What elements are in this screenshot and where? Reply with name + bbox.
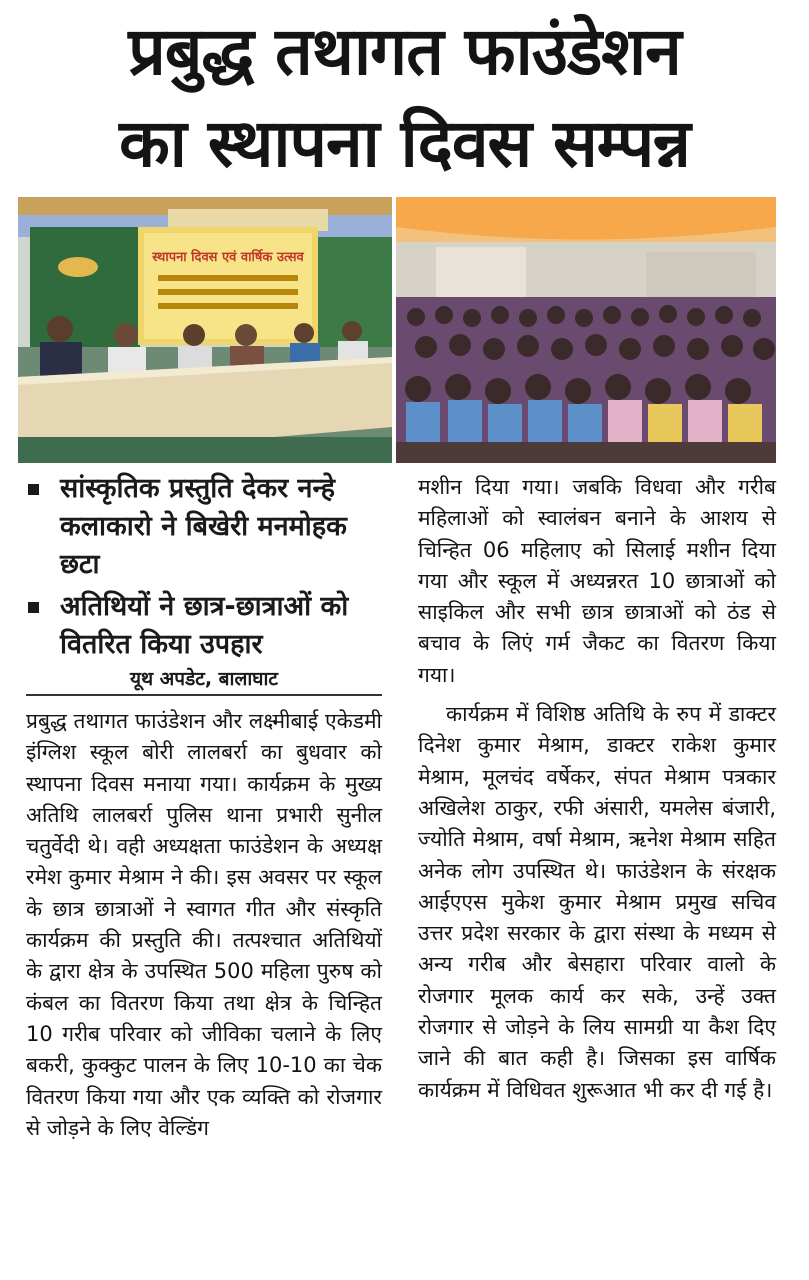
stage-photo-illustration (18, 197, 392, 463)
highlight-item (22, 588, 392, 664)
highlight-text: सांस्कृतिक प्रस्तुति देकर नन्हे कलाकारो ने बिखेरी मनमोहक छटा (60, 473, 347, 580)
audience-photo (396, 197, 776, 463)
bullet-square-icon (28, 484, 39, 495)
byline-divider (26, 694, 382, 696)
highlights-list (22, 470, 392, 668)
highlight-item (22, 470, 392, 584)
stage-photo (18, 197, 392, 463)
banner-text: स्थापना दिवस एवं वार्षिक उत्सव (152, 250, 304, 265)
article-column-right (418, 472, 776, 1106)
article-paragraph: कार्यक्रम में विशिष्ठ अतिथि के रुप में डाक्टर दिनेश कुमार मेश्राम, डाक्टर राकेश कुमार मेश्राम, मूलचंद वर्षेकर, संपत मेश्राम पत्रकार अखिलेश ठाकुर, रफी अंसारी, यमलेस बंजारी, ज्योति मेश्राम, वर्षा मेश्राम, ऋनेश मेश्राम सहित अनेक लोग उपस्थित थे। फाउंडेशन के संरक्षक आईएएस मुकेश कुमार मेश्राम प्रमुख सचिव उत्तर प्रदेश सरकार के द्वारा संस्था के मध्यम से अन्य गरीब और बेसहारा परिवार वालो के रोजगार मूलक कार्य कर सके, उन्हें उक्त रोजगार से जोड़ने के लिय सामग्री या कैश दिए जाने की बात कही है। जिसका इस वार्षिक कार्यक्रम में विधिवत शुरूआत भी कर दी गई है। (418, 702, 776, 1102)
audience-photo-illustration (396, 197, 776, 463)
article-paragraph: मशीन दिया गया। जबकि विधवा और गरीब महिलाओं को स्वालंबन बनाने के आशय से चिन्हित 06 महिलाए को सिलाई मशीन दिया गया और स्कूल में अध्यन्नरत 10 छात्राओं को साइकिल और सभी छात्र छात्राओं को ठंड से बचाव के लिएं गर्म जैकट का वितरण किया गया। (418, 475, 776, 687)
bullet-square-icon (28, 602, 39, 613)
byline: यूथ अपडेट, बालाघाट (130, 668, 278, 690)
article-column-left (26, 706, 382, 1144)
headline-line-1: प्रबुद्ध तथागत फाउंडेशन (128, 13, 681, 90)
highlight-text: अतिथियों ने छात्र-छात्राओं को वितरित किया उपहार (60, 591, 349, 660)
article-paragraph: प्रबुद्ध तथागत फाउंडेशन और लक्ष्मीबाई एकेडमी इंग्लिश स्कूल बोरी लालबर्रा का बुधवार को स्थापना दिवस मनाया गया। कार्यक्रम के मुख्य अतिथि लालबर्रा पुलिस थाना प्रभारी सुनील चतुर्वेदी थे। वही अध्यक्षता फाउंडेशन के अध्यक्ष रमेश कुमार मेश्राम ने की। इस अवसर पर स्कूल के छात्र छात्राओं ने स्वागत गीत और संस्कृति कार्यक्रम की प्रस्तुति की। तत्पश्चात अतिथियों के द्वारा क्षेत्र के उपस्थित 500 महिला पुरुष को कंबल का वितरण किया तथा क्षेत्र के चिन्हित 10 गरीब परिवार को जीविका चलाने के लिए बकरी, कुक्कुट पालन के लिए 10-10 का चेक वितरण किया गया और एक व्यक्ति को रोजगार से जोड़ने के लिए वेल्डिंग (26, 709, 382, 1140)
headline-line-2: का स्थापना दिवस सम्पन्न (119, 105, 690, 182)
